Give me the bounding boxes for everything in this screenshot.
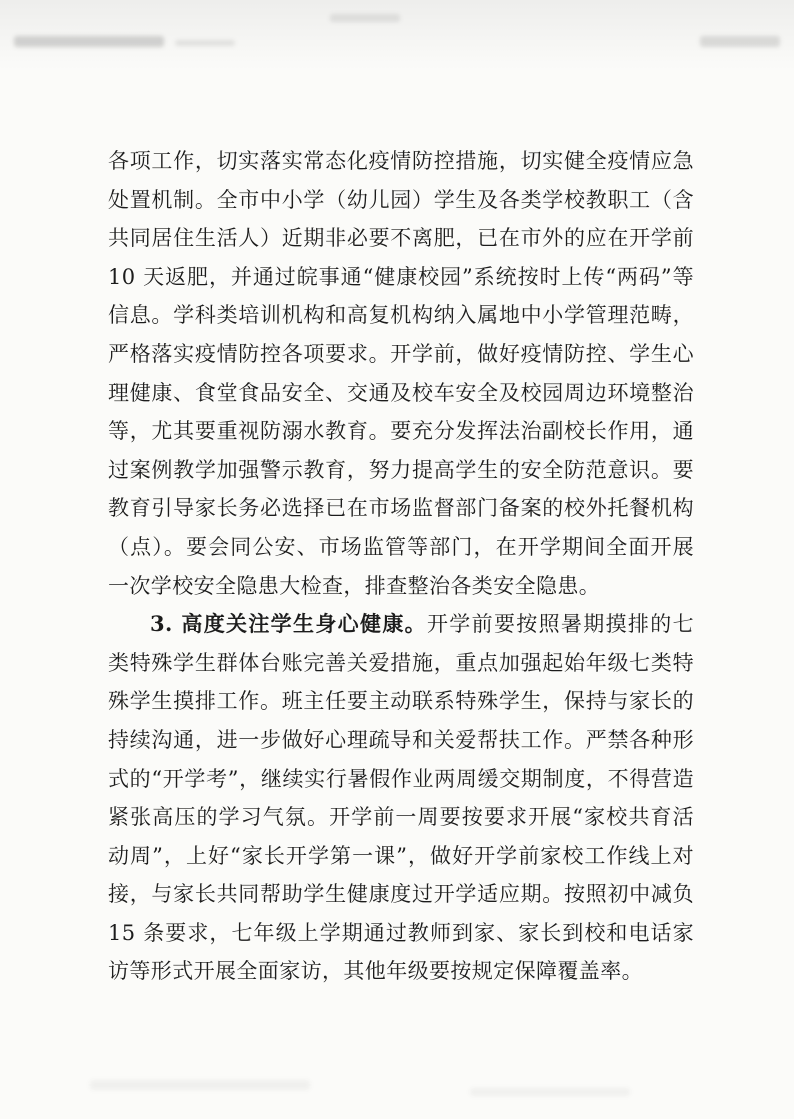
scan-smudge — [14, 36, 164, 47]
scan-smudge — [175, 40, 235, 46]
paragraph-text: 各项工作，切实落实常态化疫情防控措施，切实健全疫情应急处置机制。全市中小学（幼儿园）学生及各类学校教职工（含共同居住生活人）近期非必要不离肥，已在市外的应在开学前 10 天返肥，并通过皖事通“健康校园”系统按时上传“两码”等信息。学科类培训机构和高复机构纳入属地中小学管理范畴，严格落实疫情防控各项要求。开学前，做好疫情防控、学生心理健康、食堂食品安全、交通及校车安全及校园周边环境整治等，尤其要重视防溺水教育。要充分发挥法治副校长作用，通过案例教学加强警示教育，努力提高学生的安全防范意识。要教育引导家长务必选择已在市场监督部门备案的校外托餐机构（点）。要会同公安、市场监管等部门，在开学期间全面开展一次学校安全隐患大检查，排查整治各类安全隐患。 — [108, 149, 694, 598]
paragraph-text: 开学前要按照暑期摸排的七类特殊学生群体台账完善关爱措施，重点加强起始年级七类特殊学生摸排工作。班主任要主动联系特殊学生，保持与家长的持续沟通，进一步做好心理疏导和关爱帮扶工作。严禁各种形式的“开学考”，继续实行暑假作业两周缓交期制度，不得营造紧张高压的学习气氛。开学前一周要按要求开展“家校共育活动周”，上好“家长开学第一课”，做好开学前家校工作线上对接，与家长共同帮助学生健康度过开学适应期。按照初中减负 15 条要求，七年级上学期通过教师到家、家长到校和电话家访等形式开展全面家访，其他年级要按规定保障覆盖率。 — [108, 612, 694, 984]
scan-smudge — [470, 1088, 630, 1096]
scan-smudge — [330, 14, 400, 22]
scan-smudge — [700, 36, 780, 47]
document-body — [108, 142, 694, 991]
scan-shadow — [0, 0, 794, 70]
section-heading: 3. 高度关注学生身心健康。 — [150, 611, 427, 637]
scan-smudge — [90, 1080, 310, 1090]
paragraph-continued — [108, 142, 694, 605]
paragraph-section-3 — [108, 605, 694, 991]
